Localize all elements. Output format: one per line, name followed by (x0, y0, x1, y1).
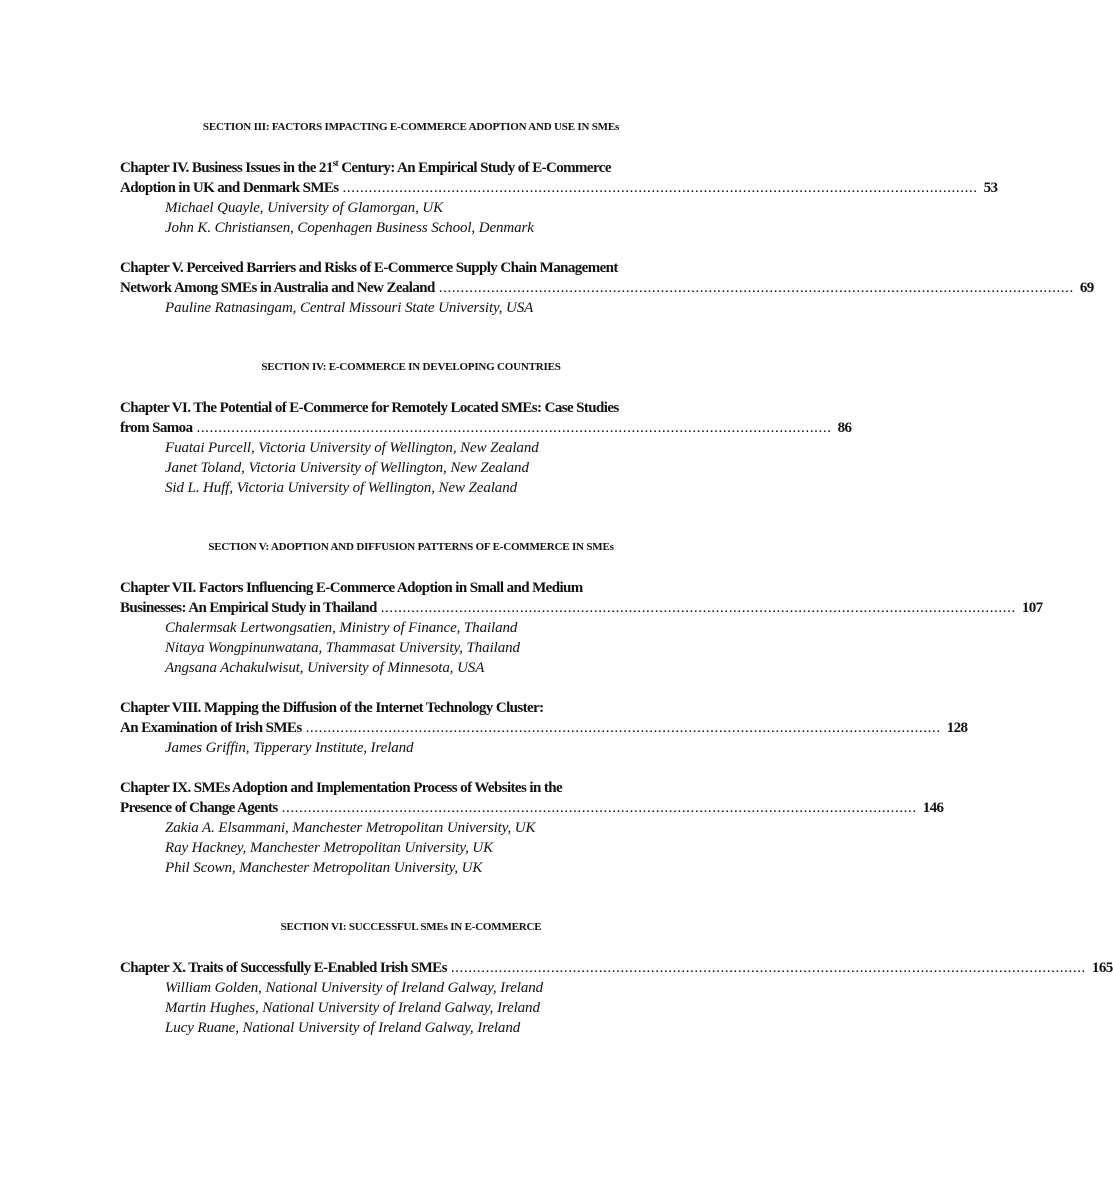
chapter-author: Fuatai Purcell, Victoria University of Wellington, New Zealand (165, 440, 539, 456)
toc-entry[interactable] (120, 958, 1113, 1038)
chapter-title-line: Chapter V. Perceived Barriers and Risks of E-Commerce Supply Chain Management (120, 260, 618, 276)
chapter-author: Martin Hughes, National University of Ireland Galway, Ireland (165, 1000, 540, 1016)
toc-entry[interactable] (120, 778, 944, 878)
toc-entry[interactable] (120, 398, 852, 498)
dot-leader: .................................................................................................................................................. (380, 600, 1016, 616)
chapter-author: John K. Christiansen, Copenhagen Business School, Denmark (165, 220, 534, 236)
page-number: 128 (946, 720, 968, 736)
chapter-title-line: Chapter IV. Business Issues in the 21st Century: An Empirical Study of E-Commerce (120, 158, 611, 176)
chapter-title-line: Chapter VII. Factors Influencing E-Commerce Adoption in Small and Medium (120, 580, 583, 596)
page-number: 107 (1021, 600, 1043, 616)
chapter-author: Nitaya Wongpinunwatana, Thammasat University, Thailand (165, 640, 520, 656)
dot-leader: .................................................................................................................................................. (305, 720, 941, 736)
dot-leader: .................................................................................................................................................. (450, 960, 1086, 976)
chapter-author: James Griffin, Tipperary Institute, Ireland (165, 740, 414, 756)
chapter-author: Angsana Achakulwisut, University of Minnesota, USA (165, 660, 485, 676)
section-heading: SECTION IV: E-COMMERCE IN DEVELOPING COUNTRIES (261, 361, 561, 373)
chapter-title-line: An Examination of Irish SMEs .................................................................................................................................................. 128 (120, 720, 968, 736)
page-number: 86 (837, 420, 852, 436)
dot-leader: .................................................................................................................................................. (281, 800, 917, 816)
chapter-title-line: Chapter X. Traits of Successfully E-Enabled Irish SMEs .................................................................................................................................................. 165 (120, 960, 1113, 976)
dot-leader: .................................................................................................................................................. (196, 420, 832, 436)
page-number: 53 (983, 180, 998, 196)
toc-entry[interactable] (120, 578, 1043, 678)
section-heading: SECTION V: ADOPTION AND DIFFUSION PATTERNS OF E-COMMERCE IN SMEs (208, 541, 614, 553)
chapter-title-line: Chapter VIII. Mapping the Diffusion of the Internet Technology Cluster: (120, 700, 544, 716)
page-number: 165 (1091, 960, 1113, 976)
chapter-author: Chalermsak Lertwongsatien, Ministry of Finance, Thailand (165, 620, 518, 636)
superscript: st (332, 158, 339, 168)
chapter-author: Janet Toland, Victoria University of Wellington, New Zealand (165, 460, 529, 476)
chapter-author: Pauline Ratnasingam, Central Missouri State University, USA (165, 300, 534, 316)
toc-entry[interactable] (120, 258, 1094, 318)
chapter-title-line: from Samoa .................................................................................................................................................. 86 (120, 420, 852, 436)
chapter-author: William Golden, National University of Ireland Galway, Ireland (165, 980, 544, 996)
chapter-title-line: Network Among SMEs in Australia and New Zealand .................................................................................................................................................. 69 (120, 280, 1094, 296)
chapter-author: Ray Hackney, Manchester Metropolitan University, UK (165, 840, 494, 856)
dot-leader: .................................................................................................................................................. (438, 280, 1074, 296)
dot-leader: .................................................................................................................................................. (342, 180, 978, 196)
chapter-author: Zakia A. Elsammani, Manchester Metropolitan University, UK (165, 820, 536, 836)
chapter-author: Michael Quayle, University of Glamorgan, UK (165, 200, 444, 216)
chapter-title-line: Businesses: An Empirical Study in Thailand .................................................................................................................................................. 107 (120, 600, 1043, 616)
chapter-author: Sid L. Huff, Victoria University of Wellington, New Zealand (165, 480, 518, 496)
chapter-title-line: Adoption in UK and Denmark SMEs .................................................................................................................................................. 53 (120, 180, 998, 196)
chapter-title-line: Chapter VI. The Potential of E-Commerce for Remotely Located SMEs: Case Studies (120, 400, 619, 416)
toc-entry[interactable] (120, 158, 998, 238)
toc-entry[interactable] (120, 698, 968, 758)
page-number: 146 (922, 800, 944, 816)
chapter-author: Lucy Ruane, National University of Ireland Galway, Ireland (165, 1020, 521, 1036)
section-heading: SECTION III: FACTORS IMPACTING E-COMMERCE ADOPTION AND USE IN SMEs (202, 121, 620, 133)
page-number: 69 (1079, 280, 1094, 296)
chapter-title-line: Presence of Change Agents .................................................................................................................................................. 146 (120, 800, 944, 816)
chapter-author: Phil Scown, Manchester Metropolitan University, UK (165, 860, 483, 876)
chapter-title-line: Chapter IX. SMEs Adoption and Implementation Process of Websites in the (120, 780, 563, 796)
section-heading: SECTION VI: SUCCESSFUL SMEs IN E-COMMERCE (280, 921, 542, 933)
